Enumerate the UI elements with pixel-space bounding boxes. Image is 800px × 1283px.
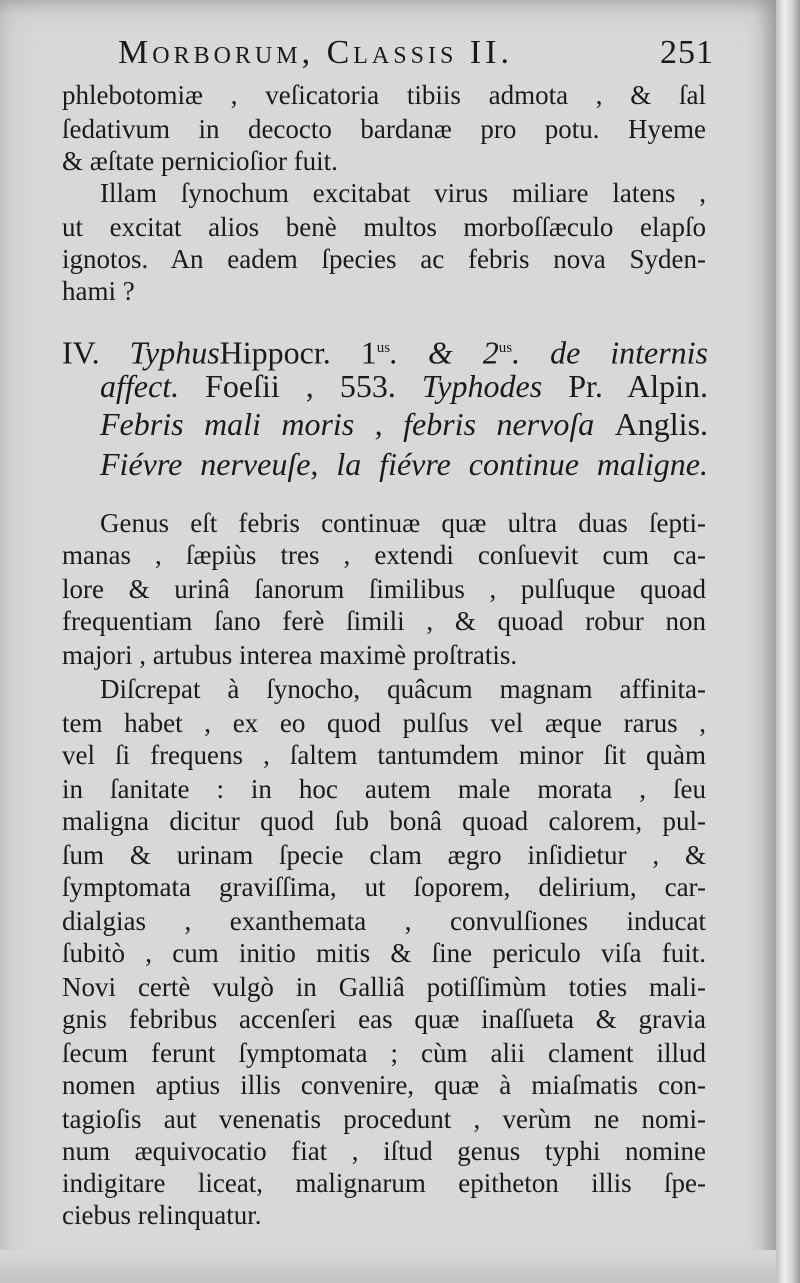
- text-line: & æſtate pernicioſior fuit.: [62, 146, 338, 176]
- text-line: Illam ſynochum excitabat virus miliare latens ,: [100, 178, 706, 208]
- heading-affect: affect.: [100, 368, 180, 404]
- section-heading-line: Fiévre nerveuſe, la fiévre continue maligne.: [100, 446, 708, 482]
- running-head: Morborum, Classis II.: [118, 34, 513, 71]
- text-line: indigitare liceat, malignarum epitheton illis ſpe-: [62, 1168, 706, 1198]
- text-line: ciebus relinquatur.: [62, 1200, 262, 1230]
- text-line: in ſanitate : in hoc autem male morata , ſeu: [62, 774, 706, 804]
- heading-sup-1: us: [376, 340, 391, 356]
- text-line: manas , ſæpiùs tres , extendi conſuevit cum ca-: [62, 540, 706, 570]
- page-fore-edge: [776, 0, 800, 1283]
- text-line: Genus eſt febris continuæ quæ ultra duas ſepti-: [100, 508, 706, 538]
- heading-foesii: Foeſii , 553.: [205, 368, 396, 404]
- heading-sup-2: us: [498, 340, 513, 356]
- heading-typhodes: Typhodes: [421, 368, 543, 404]
- text-line: ſedativum in decocto bardanæ pro potu. Hyeme: [62, 114, 706, 144]
- heading-alpin: Pr. Alpin.: [568, 368, 709, 404]
- heading-hippocr: Hippocr. 1: [219, 334, 377, 371]
- text-line: lore & urinâ ſanorum ſimilibus , pulſuque quoad: [62, 574, 706, 604]
- section-heading-line: [100, 406, 708, 442]
- section-heading: [62, 330, 708, 371]
- text-line: ſymptomata graviſſima, ut ſoporem, delirium, car-: [62, 872, 706, 902]
- text-line: tagioſis aut venenatis procedunt , verùm ne nomi-: [62, 1104, 706, 1134]
- text-line: Diſcrepat à ſynocho, quâcum magnam affinita-: [100, 674, 706, 704]
- text-line: gnis febribus accenſeri eas quæ inaſſueta & gravia: [62, 1004, 706, 1034]
- heading-de-internis: . de internis: [512, 334, 708, 371]
- text-line: maligna dicitur quod ſub bonâ quoad calorem, pul-: [62, 806, 706, 836]
- heading-febris-mali: Febris mali moris , febris nervoſa: [100, 406, 595, 442]
- text-line: majori , artubus interea maximè proſtratis.: [62, 640, 518, 670]
- text-line: ut excitat alios benè multos morboſſæculo elapſo: [62, 212, 706, 242]
- text-line: frequentiam ſano ferè ſimili , & quoad robur non: [62, 606, 706, 636]
- page-bottom-shadow: [0, 1250, 776, 1283]
- text-line: ignotos. An eadem ſpecies ac febris nova Syden-: [62, 244, 706, 274]
- heading-and: . & 2: [390, 334, 499, 371]
- text-line: vel ſi frequens , ſaltem tantumdem minor ſit quàm: [62, 740, 706, 770]
- page-number: 251: [660, 34, 714, 71]
- text-line: phlebotomiæ , veſicatoria tibiis admota , & ſal: [62, 80, 706, 110]
- text-line: ſecum ferunt ſymptomata ; cùm alii clament illud: [62, 1038, 706, 1068]
- text-line: Novi certè vulgò in Galliâ potiſſimùm toties mali-: [62, 972, 706, 1002]
- text-line: hami ?: [62, 276, 135, 306]
- section-numeral: IV.: [62, 334, 100, 371]
- heading-typhus: Typhus: [129, 334, 220, 371]
- text-line: dialgias , exanthemata , convulſiones inducat: [62, 906, 706, 936]
- text-line: num æquivocatio fiat , iſtud genus typhi nomine: [62, 1136, 706, 1166]
- text-line: ſum & urinam ſpecie clam ægro inſidietur , &: [62, 840, 706, 870]
- text-line: tem habet , ex eo quod pulſus vel æque rarus ,: [62, 708, 706, 738]
- text-line: ſubitò , cum initio mitis & ſine periculo viſa fuit.: [62, 938, 706, 968]
- heading-anglis: Anglis.: [614, 406, 709, 442]
- section-heading-line: [100, 368, 708, 404]
- page-header: [64, 32, 714, 82]
- text-line: nomen aptius illis convenire, quæ à miaſmatis con-: [62, 1070, 706, 1100]
